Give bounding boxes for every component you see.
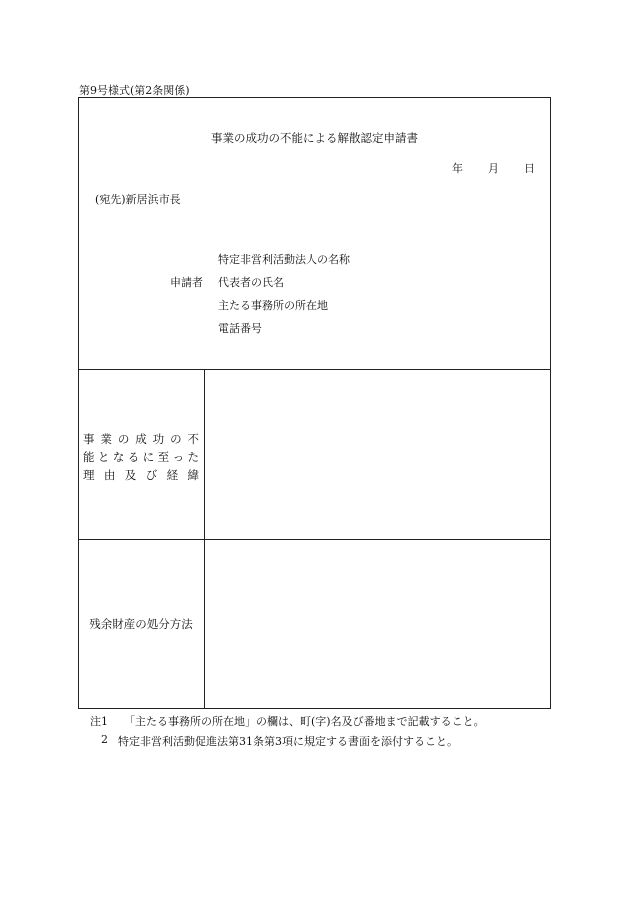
reason-row-label bbox=[83, 430, 199, 484]
date-month-label: 月 bbox=[488, 162, 499, 175]
field-organization-name-label: 特定非営利活動法人の名称 bbox=[218, 253, 350, 266]
note-1-prefix: 注1 bbox=[90, 715, 108, 728]
date-day-label: 日 bbox=[524, 162, 535, 175]
note-1-text: 「主たる事務所の所在地」の欄は、町(字)名及び番地まで記載すること。 bbox=[124, 715, 485, 728]
reason-input-cell[interactable] bbox=[205, 370, 550, 538]
disposal-input-cell[interactable] bbox=[205, 540, 550, 708]
disposal-label-line-1: 残余財産の処分方法 bbox=[89, 617, 193, 631]
reason-label-line-1: 事業の成功の不 bbox=[83, 432, 199, 446]
note-2-text: 特定非営利活動促進法第31条第3項に規定する書面を添付すること。 bbox=[118, 735, 458, 748]
addressee: (宛先)新居浜市長 bbox=[95, 193, 181, 206]
reason-label-line-3: 理由及び経緯 bbox=[83, 468, 199, 482]
field-office-address-label: 主たる事務所の所在地 bbox=[218, 299, 328, 312]
date-year-label: 年 bbox=[452, 162, 463, 175]
document-title: 事業の成功の不能による解散認定申請書 bbox=[211, 131, 418, 145]
disposal-row-label bbox=[83, 615, 199, 633]
field-phone-number-label: 電話番号 bbox=[218, 322, 262, 335]
reason-label-line-2: 能となるに至った bbox=[83, 450, 199, 464]
field-representative-name-label: 代表者の氏名 bbox=[218, 276, 284, 289]
note-2-prefix: 2 bbox=[101, 733, 108, 746]
form-number: 第9号様式(第2条関係) bbox=[79, 84, 190, 97]
applicant-label: 申請者 bbox=[170, 276, 203, 289]
